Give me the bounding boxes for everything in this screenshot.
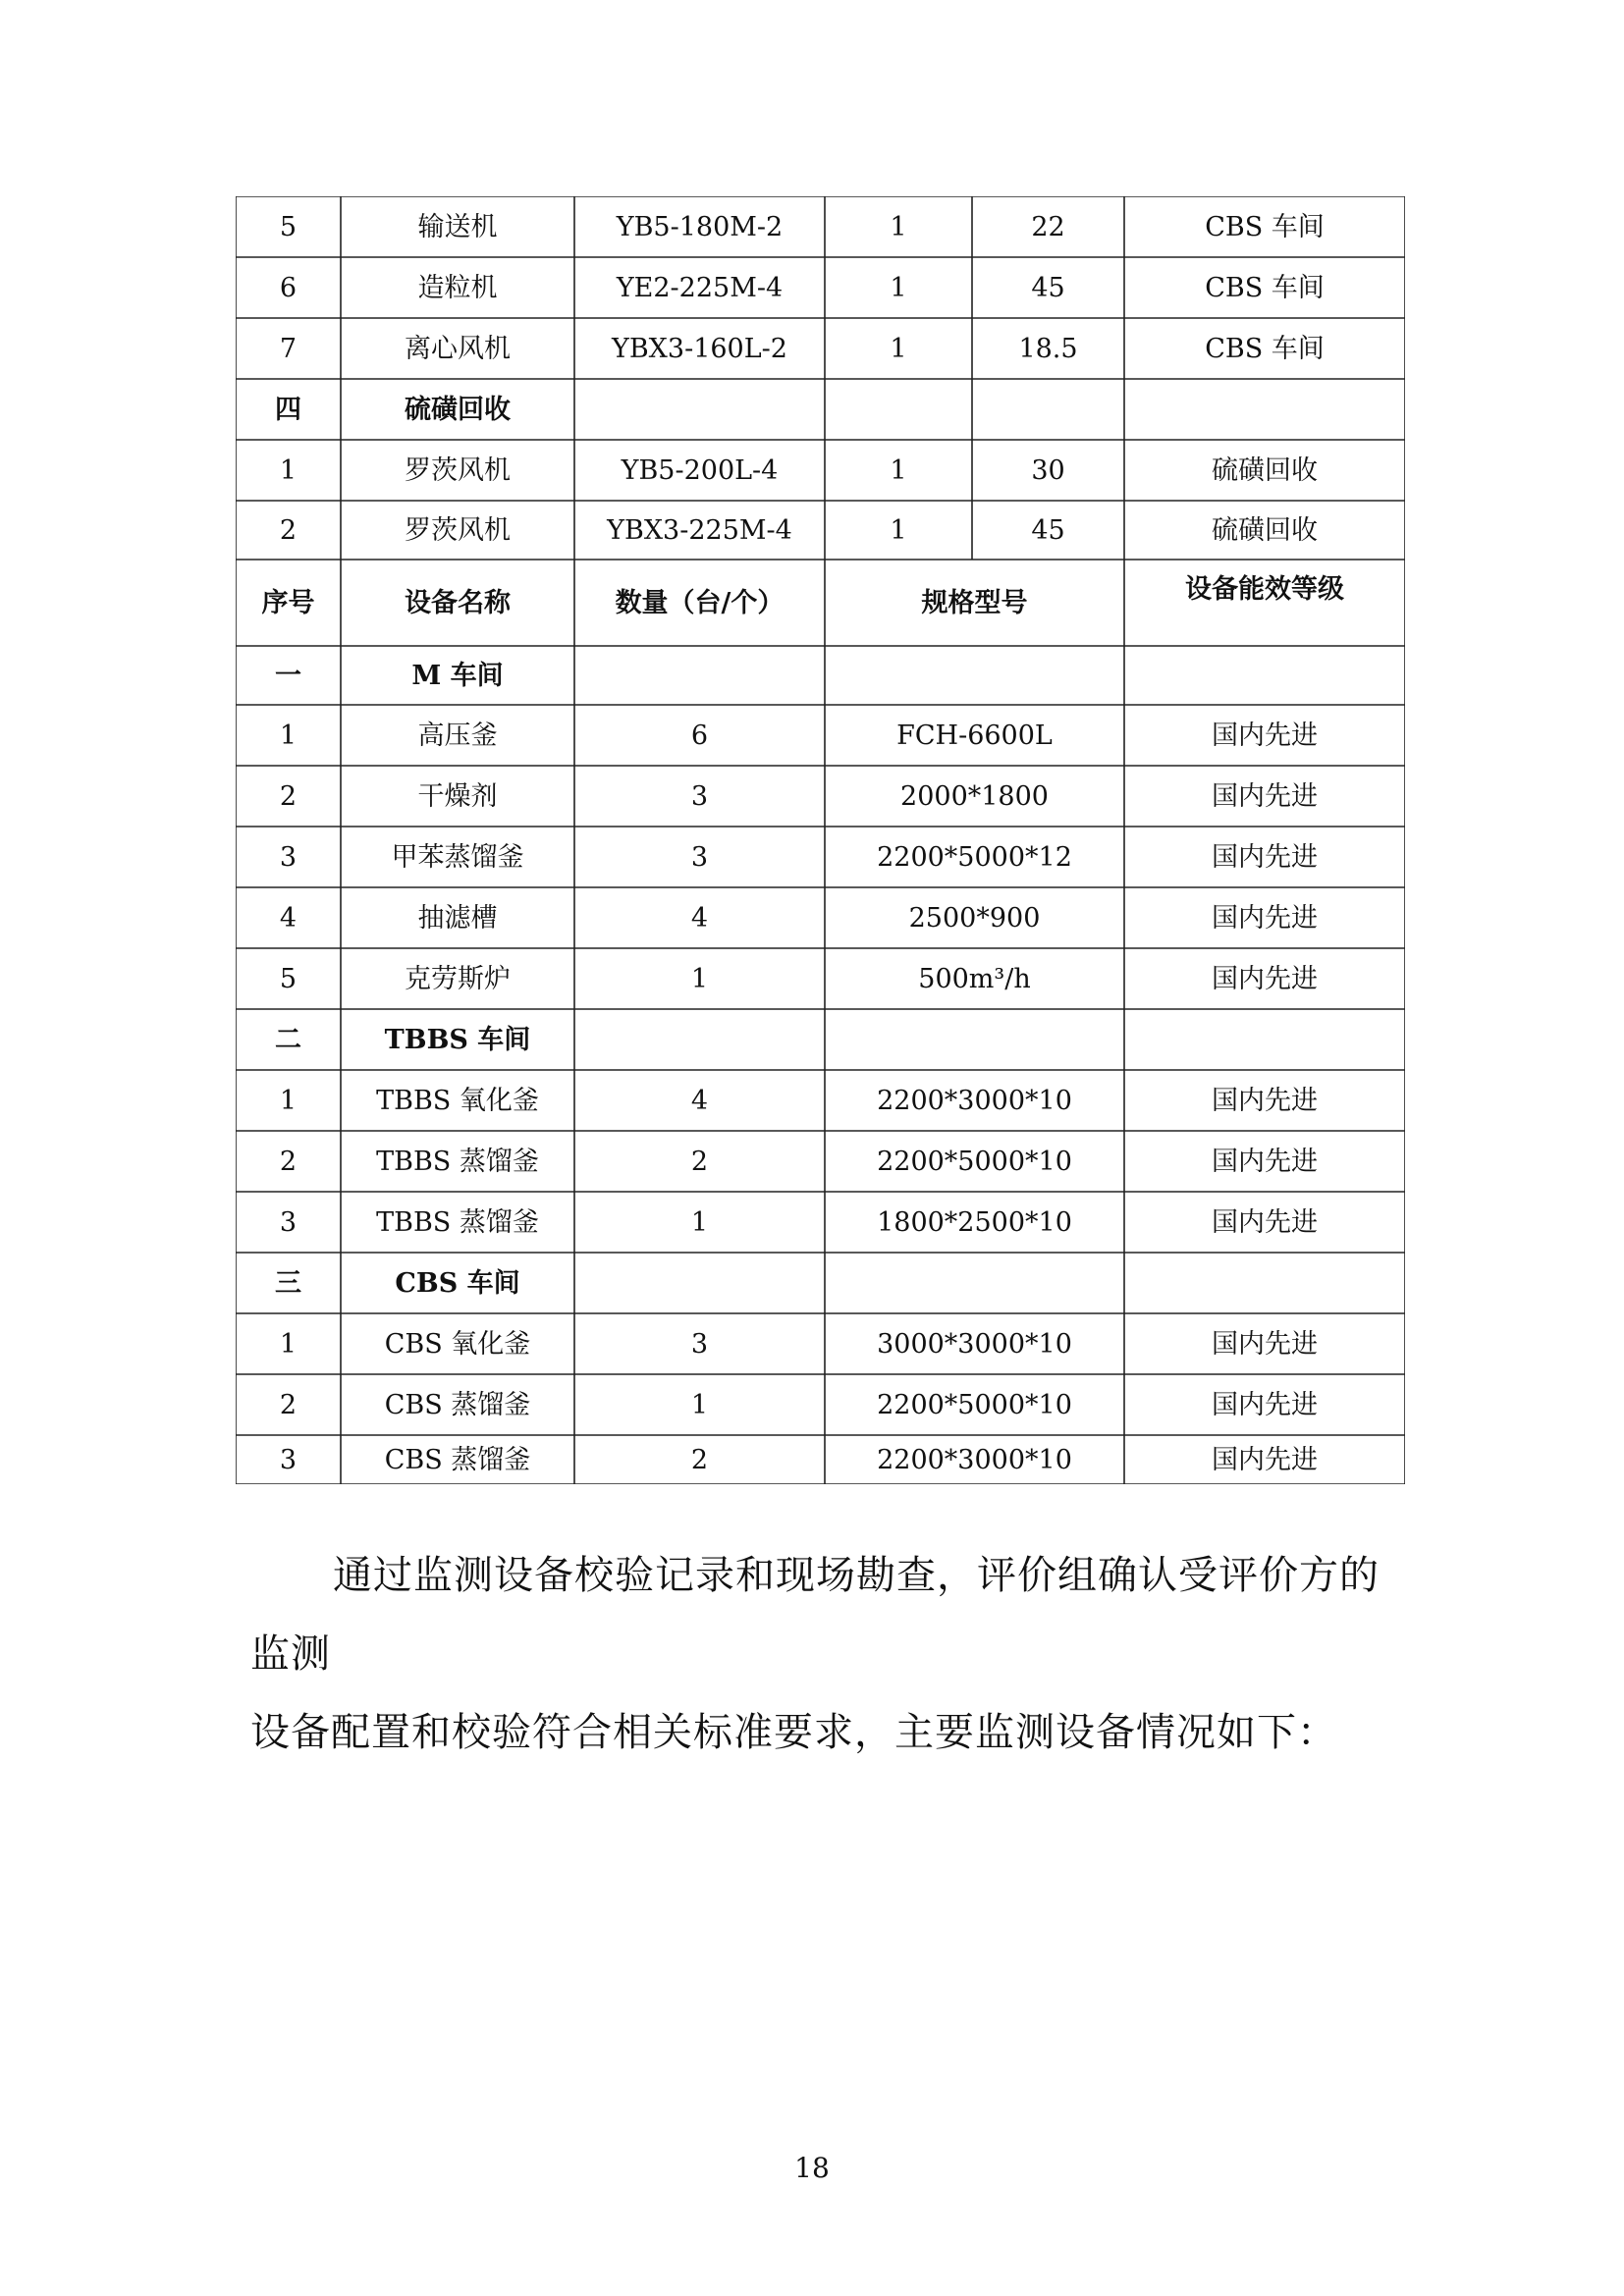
table-b-cell-no: 2	[279, 780, 298, 812]
table-a-cell-qty: 1	[890, 272, 907, 303]
table-a-cell-power: 45	[1031, 272, 1065, 303]
table-b-cell-spec: 2200*5000*10	[877, 1146, 1072, 1177]
table-b-cell-qty: 1	[690, 1206, 709, 1238]
table-b-cell-grade: 国内先进	[1212, 1444, 1318, 1475]
table-b-cell-grade	[1124, 1009, 1405, 1070]
table-a-cell-location: 硫磺回收	[1212, 454, 1318, 486]
table-a-cell-name: 造粒机	[417, 272, 498, 303]
table-b-cell-name: CBS 氧化釜	[384, 1328, 531, 1360]
table-b-cell-no: 2	[279, 1389, 298, 1420]
table-a-cell-no: 7	[279, 333, 298, 364]
table-a-cell-power: 22	[1031, 211, 1065, 242]
table-b-header-spec: 规格型号	[921, 587, 1028, 618]
table-b-cell-spec: 1800*2500*10	[877, 1206, 1072, 1238]
table-b-header-name: 设备名称	[405, 587, 511, 618]
table-b-cell-qty	[574, 1253, 825, 1313]
table-b-cell-grade: 国内先进	[1212, 780, 1318, 812]
table-a-cell-model	[574, 379, 825, 440]
table-b-cell-qty: 3	[690, 780, 709, 812]
table-a-cell-model: YBX3-160L-2	[612, 333, 787, 364]
table-b-cell-grade: 国内先进	[1212, 841, 1318, 873]
table-b-cell-qty: 4	[690, 1085, 709, 1116]
table-b-cell-grade: 国内先进	[1212, 1206, 1318, 1238]
table-b-cell-name: 干燥剂	[417, 780, 498, 812]
table-b-cell-no: 一	[275, 660, 301, 691]
table-a-cell-no: 6	[279, 272, 298, 303]
table-a-cell-power: 18.5	[1018, 333, 1078, 364]
table-b-cell-qty: 2	[690, 1444, 709, 1475]
table-a-cell-name: 硫磺回收	[405, 394, 511, 425]
table-b-cell-spec: 2200*5000*12	[877, 841, 1072, 873]
table-b-cell-grade: 国内先进	[1212, 1389, 1318, 1420]
table-b-cell-qty: 3	[690, 841, 709, 873]
table-b-cell-no: 三	[275, 1267, 301, 1299]
table-b-cell-name: CBS 蒸馏釜	[384, 1389, 531, 1420]
table-a-cell-location: CBS 车间	[1205, 272, 1325, 303]
table-a-cell-power: 30	[1031, 454, 1065, 486]
table-b-cell-name: TBBS 氧化釜	[376, 1085, 539, 1116]
table-b-cell-spec: 500m³/h	[918, 963, 1031, 994]
table-b-cell-name: CBS 车间	[395, 1267, 520, 1299]
table-b-cell-spec: 2500*900	[908, 902, 1041, 934]
table-a-cell-no: 四	[275, 394, 301, 425]
table-a-cell-model: YB5-200L-4	[621, 454, 779, 486]
table-b-cell-grade: 国内先进	[1212, 963, 1318, 994]
table-b-cell-name: 高压釜	[417, 720, 498, 751]
page-number: 18	[794, 2152, 830, 2184]
table-a-cell-power	[972, 379, 1124, 440]
table-a-cell-model: YB5-180M-2	[616, 211, 784, 242]
table-b-cell-spec: FCH-6600L	[896, 720, 1053, 751]
table-a-cell-no: 2	[279, 514, 298, 546]
table-b-cell-grade: 国内先进	[1212, 1146, 1318, 1177]
table-b-cell-spec: 3000*3000*10	[877, 1328, 1072, 1360]
table-b-cell-no: 二	[275, 1024, 301, 1055]
table-a-cell-name: 罗茨风机	[405, 514, 511, 546]
table-b-cell-name: 克劳斯炉	[405, 963, 511, 994]
table-b-cell-no: 5	[279, 963, 298, 994]
table-a-cell-location: CBS 车间	[1205, 333, 1325, 364]
table-b-cell-no: 4	[279, 902, 298, 934]
table-b-cell-spec: 2200*5000*10	[877, 1389, 1072, 1420]
table-b-cell-grade: 国内先进	[1212, 902, 1318, 934]
table-b-cell-qty: 2	[690, 1146, 709, 1177]
table-b-cell-grade: 国内先进	[1212, 1328, 1318, 1360]
table-b-cell-no: 1	[279, 720, 298, 751]
table-a-cell-qty: 1	[890, 514, 907, 546]
table-a-cell-model: YBX3-225M-4	[607, 514, 792, 546]
table-a-cell-qty	[825, 379, 972, 440]
table-b-cell-grade	[1124, 646, 1405, 705]
table-a-cell-qty: 1	[890, 333, 907, 364]
table-b-cell-qty	[574, 1009, 825, 1070]
table-b-cell-name: 甲苯蒸馏釜	[391, 841, 524, 873]
table-b-cell-name: M 车间	[411, 660, 504, 691]
table-b-cell-no: 3	[279, 841, 298, 873]
table-b-cell-qty: 1	[690, 1389, 709, 1420]
table-a-cell-no: 5	[279, 211, 298, 242]
table-b-cell-name: TBBS 蒸馏釜	[376, 1146, 539, 1177]
table-b-cell-spec	[825, 1009, 1124, 1070]
table-a-cell-name: 输送机	[417, 211, 498, 242]
table-b-cell-spec	[825, 1253, 1124, 1313]
paragraph-line-1: 通过监测设备校验记录和现场勘查，评价组确认受评价方的监测	[250, 1553, 1380, 1677]
table-a-cell-qty: 1	[890, 454, 907, 486]
table-a-cell-location: CBS 车间	[1205, 211, 1325, 242]
table-b-cell-qty: 3	[690, 1328, 709, 1360]
table-a-cell-location	[1124, 379, 1405, 440]
table-b-header-qty: 数量（台/个）	[615, 587, 785, 618]
body-paragraph	[250, 1536, 1409, 1772]
equipment-table	[236, 196, 1405, 1484]
table-a-cell-qty: 1	[890, 211, 907, 242]
table-b-cell-name: CBS 蒸馏釜	[384, 1444, 531, 1475]
paragraph-line-2: 设备配置和校验符合相关标准要求，主要监测设备情况如下：	[250, 1710, 1337, 1755]
table-b-cell-no: 1	[279, 1328, 298, 1360]
table-b-cell-grade: 国内先进	[1212, 720, 1318, 751]
table-b-cell-spec: 2200*3000*10	[877, 1444, 1072, 1475]
table-b-cell-qty: 4	[690, 902, 709, 934]
table-b-cell-qty: 1	[690, 963, 709, 994]
table-b-cell-name: TBBS 蒸馏釜	[376, 1206, 539, 1238]
table-a-cell-location: 硫磺回收	[1212, 514, 1318, 546]
table-b-cell-grade	[1124, 1253, 1405, 1313]
table-b-cell-no: 1	[279, 1085, 298, 1116]
table-a-cell-name: 离心风机	[405, 333, 511, 364]
table-b-header-no: 序号	[261, 587, 315, 618]
table-b-cell-no: 2	[279, 1146, 298, 1177]
table-a-cell-model: YE2-225M-4	[616, 272, 784, 303]
table-a-cell-power: 45	[1031, 514, 1065, 546]
table-b-cell-qty	[574, 646, 825, 705]
table-a-cell-name: 罗茨风机	[405, 454, 511, 486]
table-b-cell-name: 抽滤槽	[417, 902, 498, 934]
table-b-cell-qty: 6	[690, 720, 709, 751]
table-a-cell-no: 1	[279, 454, 298, 486]
table-b-header-grade: 设备能效等级	[1185, 573, 1344, 605]
table-b-cell-name: TBBS 车间	[384, 1024, 531, 1055]
table-b-cell-no: 3	[279, 1206, 298, 1238]
table-b-cell-grade: 国内先进	[1212, 1085, 1318, 1116]
table-b-cell-spec: 2000*1800	[900, 780, 1049, 812]
table-b-cell-spec	[825, 646, 1124, 705]
table-b-cell-spec: 2200*3000*10	[877, 1085, 1072, 1116]
table-b-cell-no: 3	[279, 1444, 298, 1475]
